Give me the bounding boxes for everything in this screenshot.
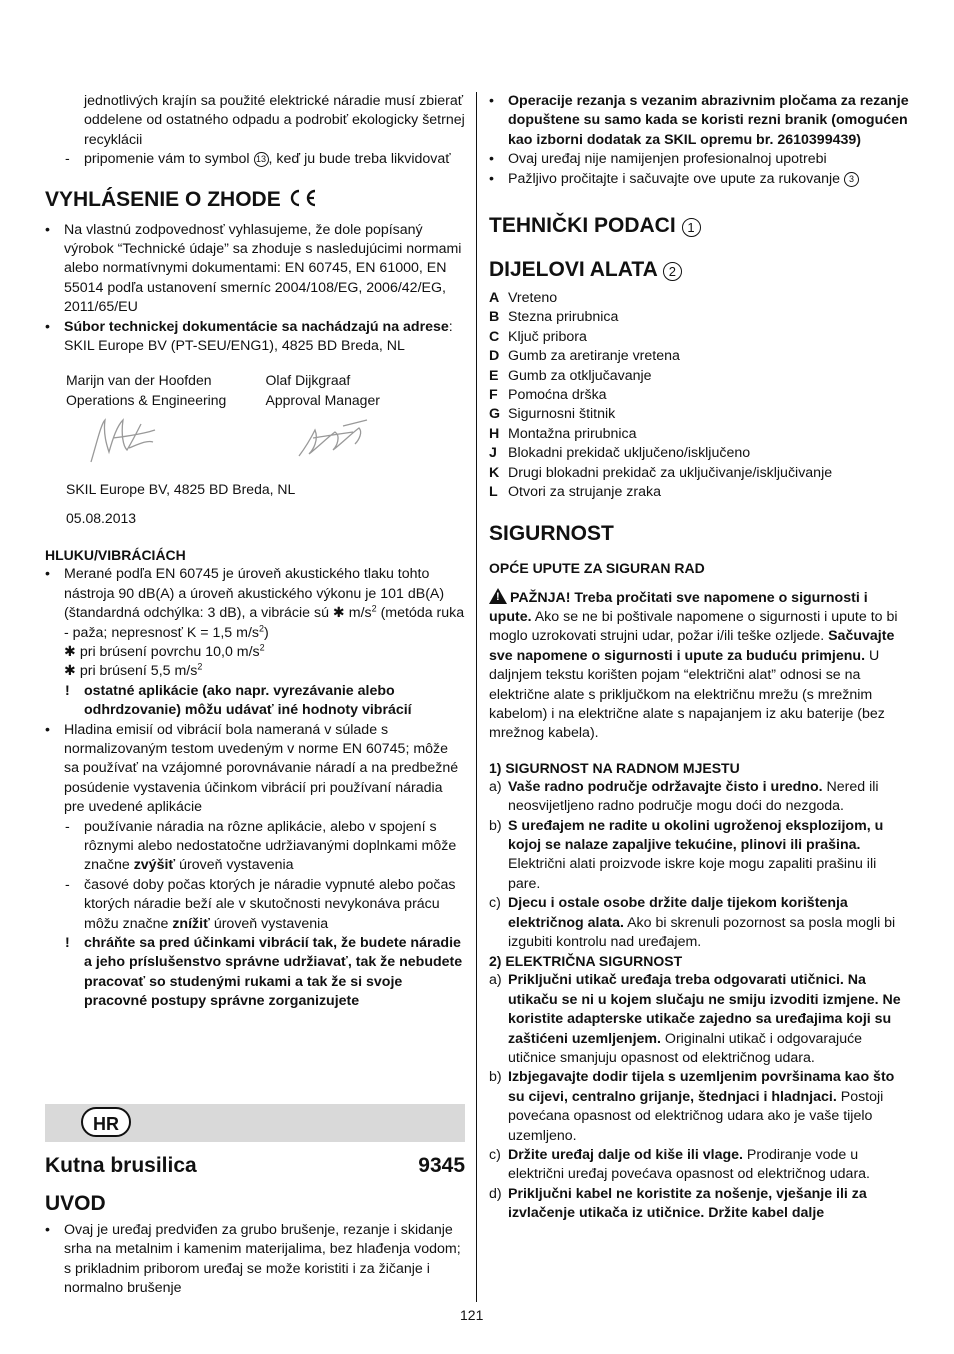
- noise-bullet-2: • Hladina emisií od vibrácií bola nameraná v súlade s normalizovaným testom uvedeným v norme EN 60745; môže sa používať na vzájomné porovnávanie náradí a na predbežné posúdenie vystavenia účinkom vibrácií pri používaní náradia pre uvedené aplikácie: [45, 721, 459, 816]
- safety-heading: SIGURNOST: [489, 521, 614, 545]
- uvod-heading: UVOD: [45, 1192, 106, 1215]
- signatory-1-role: Operations & Engineering: [66, 392, 227, 409]
- signatory-2-name: Olaf Dijkgraaf: [265, 372, 351, 389]
- uvod-bullet-4: • Pažljivo pročitajte i sačuvajte ove upute za rukovanje 3: [489, 170, 911, 189]
- list-item: H Montažna prirubnica: [489, 425, 637, 442]
- symbol-2-icon: 2: [663, 262, 682, 281]
- parts-list: [489, 289, 911, 502]
- ce-heading: VYHLÁSENIE O ZHODE: [45, 187, 465, 213]
- list-item: J Blokadni prekidač uključeno/isključeno: [489, 445, 751, 462]
- tech-heading: TEHNIČKI PODACI 1: [489, 213, 911, 239]
- noise-star-2: ✱ pri brúsení 5,5 $m/s^2$: [64, 661, 203, 680]
- noise-dash-1: - používanie náradia na rôzne aplikácie, alebo v spojení s rôznymi alebo nedostatočne udržiavanými doplnkami môže značne zvýšiť úroveň vystavenia: [65, 818, 457, 874]
- list-item: A Vreteno: [489, 290, 558, 307]
- language-badge: HR: [81, 1107, 131, 1137]
- product-name: Kutna brusilica: [45, 1154, 197, 1177]
- uvod-bullet-2: • Operacije rezanja s vezanim abrazivnim pločama za rezanje dopuštene su samo kada se koristi rezni branik (omogućen kao izborni dodatak za SKIL opremu br. 2610399439): [489, 93, 909, 148]
- ce-bullet-2: • Súbor technickej dokumentácie sa nachádzajú na adrese: SKIL Europe BV (PT-SEU/ENG1), 4825 BD Breda, NL: [45, 318, 453, 355]
- ce-bullet-1: • Na vlastnú zodpovednosť vyhlasujeme, že dole popísaný výrobok “Technické údaje” sa zhoduje s nasledujúcimi normami alebo normatívnymi dokumentami: EN 60745, EN 61000, EN 55014 podľa ustanovení smerníc 2004/108/EG, 2006/42/EG, 2011/65/EU: [45, 221, 462, 316]
- symbol-3-icon: 3: [844, 172, 859, 187]
- ce-mark-icon: [287, 189, 319, 207]
- section-2d: d) Priključni kabel ne koristite za nošenje, vješanje ili za izvlačenje utikača iz utičnice. Držite kabel dalje: [489, 1185, 867, 1222]
- product-title: [45, 1153, 465, 1179]
- column-divider: [476, 92, 477, 1302]
- safety-warning: !PAŽNJA! Treba pročitati sve napomene o sigurnosti i upute. Ako se ne bi poštivale napomene o sigurnosti i upute to bi moglo uzrokovati strujni udar, požar i/ili teške ozljede. Sačuvajte sve napomene o sigurnosti i upute za buduću primjenu. U daljnjem tekstu korišten pojam “električni alat” odnosi se na električne alate s priključkom na električnu mrežu (s mrežnim kabelom) i na električne alate s napajanjem iz aku baterije (bez mrežnog kabela).: [489, 588, 911, 744]
- noise-warning-1: ! ostatné aplikácie (ako napr. vyrezávanie alebo odhrdzovanie) môžu udávať iné hodnoty vibrácií: [65, 682, 412, 719]
- parts-heading: DIJELOVI ALATA 2: [489, 257, 911, 283]
- list-item: C Ključ pribora: [489, 328, 587, 345]
- declaration-date: 05.08.2013: [66, 509, 137, 526]
- section-1a: a) Vaše radno područje održavajte čisto i uredno. Nered ili neosvijetljeno radno područje mogu doći do nezgoda.: [489, 778, 879, 815]
- symbol-1-icon: 1: [682, 218, 701, 237]
- list-item: D Gumb za aretiranje vretena: [489, 348, 680, 365]
- signature-images: [45, 410, 465, 480]
- warning-triangle-icon: [489, 588, 507, 604]
- signatory-2-role: Approval Manager: [265, 392, 380, 409]
- signature-2-icon: [293, 416, 373, 464]
- safety-subheading: OPĆE UPUTE ZA SIGURAN RAD: [489, 559, 705, 576]
- section-2a: a) Priključni utikač uređaja treba odgovarati utičnici. Na utikaču se ni u kojem slučaju ne smiju izvoditi izmjene. Ne koristite adapterske utikače zajedno sa uređajima koji su zaštićeni uzemljenjem. Originalni utikač i odgovarajuće utičnice smanjuju opasnost od električnog udara.: [489, 972, 901, 1067]
- noise-dash-2: - časové doby počas ktorých je náradie vypnuté alebo počas ktorých náradie beží ale v skutočnosti nevykonáva prácu môžu značne znížiť úroveň vystavenia: [65, 876, 456, 932]
- signature-1-icon: [83, 412, 163, 468]
- language-bar: [45, 1104, 465, 1142]
- signatories: [45, 370, 465, 410]
- list-item: E Gumb za otključavanje: [489, 367, 652, 384]
- company-address: SKIL Europe BV, 4825 BD Breda, NL: [66, 481, 296, 498]
- section-2b: b) Izbjegavajte dodir tijela s uzemljenim površinama kao što su cijevi, centralno grijanje, štednjaci i hladnjaci. Postoji povećana opasnost od električnog udara ako je vaše tijelo uzemljeno.: [489, 1069, 895, 1144]
- product-section: [45, 1153, 465, 1299]
- list-item: F Pomoćna drška: [489, 387, 607, 404]
- section-2c: c) Držite uređaj dalje od kiše ili vlage. Prodiranje vode u električni uređaj povećava opasnost od električnog udara.: [489, 1147, 871, 1183]
- noise-bullet-1: • Merané podľa EN 60745 je úroveň akustického tlaku tohto nástroja 90 dB(A) a úroveň akustického výkonu je 101 dB(A) (štandardná odchýlka: 3 dB), a vibrácie sú ✱ $m/s^2$ (metóda ruka - paža; nepresnosť K = 1,5 $m/s^2$): [45, 566, 465, 641]
- list-item: L Otvori za strujanje zraka: [489, 484, 661, 501]
- noise-heading: HLUKU/VIBRÁCIÁCH: [45, 547, 186, 564]
- list-item: B Stezna prirubnica: [489, 309, 619, 326]
- uvod-bullet-1: • Ovaj je uređaj predviđen za grubo brušenje, rezanje i skidanje srha na metalnim i kamenim materijalima, bez hlađenja vodom; s prikladnim priborom uređaj se može koristiti i za žičanje i normalno brušenje: [45, 1222, 461, 1297]
- noise-warning-2: ! chráňte sa pred účinkami vibrácií tak, že budete náradie a jeho príslušenstvo správne udržiavať, tak že nebudete pracovať so studenými rukami a tak že si svoje pracovné postupy správne zorganizujete: [65, 935, 463, 1010]
- page-number: 121: [460, 1307, 484, 1323]
- section-1c: c) Djecu i ostale osobe držite dalje tijekom korištenja električnog alata. Ako bi skrenuli pozornost sa posla mogli bi izgubiti kontrolu nad uređajem.: [489, 895, 896, 950]
- left-column: [45, 92, 465, 1012]
- section-1-heading: 1) SIGURNOST NA RADNOM MJESTU: [489, 759, 740, 776]
- signatory-1-name: Marijn van der Hoofden: [66, 372, 212, 389]
- intro-dash-item: - pripomenie vám to symbol 13 , keď ju bude treba likvidovať: [65, 151, 451, 168]
- section-1b: b) S uređajem ne radite u okolini ugroženoj eksplozijom, u kojoj se nalaze zapaljive tekućine, plinovi ili prašina. Električni alati proizvode iskre koje mogu zapaliti prašinu ili pare.: [489, 817, 884, 892]
- product-code: 9345: [418, 1154, 465, 1177]
- list-item: K Drugi blokadni prekidač za uključivanje/isključivanje: [489, 464, 833, 481]
- intro-continuation: jednotlivých krajín sa použité elektrické náradie musí zbierať oddelene od ostatného odpadu a podrobiť ekologicky šetrnej recyklácii: [84, 93, 465, 148]
- list-item: G Sigurnosni štitnik: [489, 406, 616, 423]
- noise-star-1: ✱ pri brúsení povrchu 10,0 $m/s^2$: [64, 642, 265, 660]
- uvod-bullet-3: • Ovaj uređaj nije namijenjen profesionalnoj upotrebi: [489, 151, 827, 168]
- symbol-13-icon: 13: [254, 152, 269, 167]
- right-column: [489, 92, 911, 1224]
- section-2-heading: 2) ELEKTRIČNA SIGURNOST: [489, 953, 683, 970]
